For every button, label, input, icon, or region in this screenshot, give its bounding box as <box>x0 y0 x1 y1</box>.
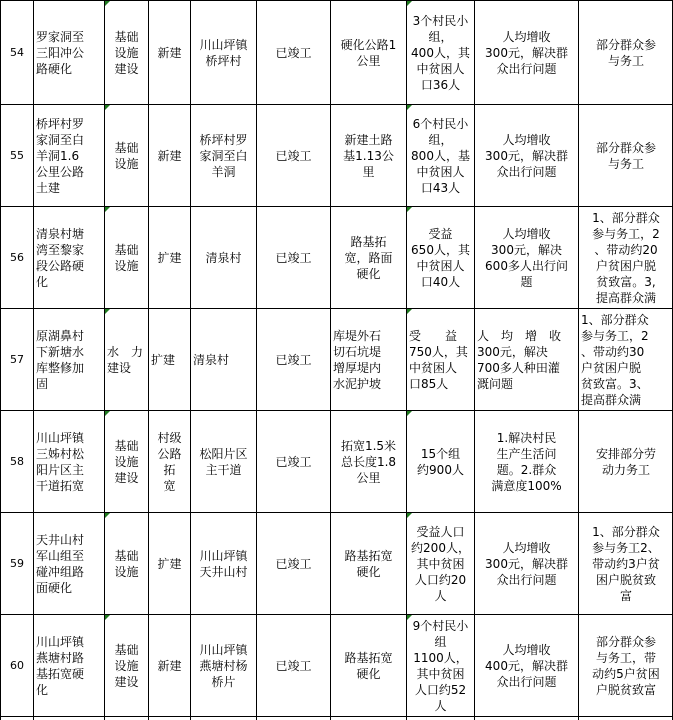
cell-comment-marker <box>105 105 110 110</box>
cell-comment-marker <box>407 309 412 314</box>
cell-project-name: 清泉村塘 湾至黎家 段公路硬 化 <box>36 226 85 289</box>
cell-beneficiary-count: 3个村民小 组， 400人，其 中贫困人 口36人 <box>411 13 470 92</box>
cell-project-category: 基础 设施 建设 <box>114 438 139 485</box>
cell-construction-content: 拓宽1.5米 总长度1.8 公里 <box>340 438 397 485</box>
cell-construction-type: 村级 公路 拓 宽 <box>157 430 182 493</box>
cell-project-status: 已竣工 <box>275 352 312 367</box>
cell-project-category: 基础 设施 建设 <box>114 29 139 76</box>
cell-benefit-description: 人均增收 300元，解决 600多人出行问 题 <box>485 226 568 289</box>
cell-comment-marker <box>105 207 110 212</box>
cell-construction-content: 新建土路 基1.13公 里 <box>343 132 394 179</box>
cell-project-status: 已竣工 <box>275 454 312 469</box>
cell-project-location: 松阳片区 主干道 <box>199 446 248 477</box>
cell-comment-marker <box>407 1 412 6</box>
cell-construction-type: 扩建 <box>151 352 176 367</box>
cell-project-location: 川山坪镇 天井山村 <box>199 548 248 579</box>
cell-construction-content: 路基拓宽 硬化 <box>344 548 393 579</box>
cell-beneficiary-count: 15个组 约900人 <box>417 446 464 477</box>
cell-beneficiary-count: 受益人口 约200人， 其中贫困 人口约20 人 <box>411 524 470 603</box>
cell-benefit-mechanism: 部分群众参 与务工 <box>595 37 656 68</box>
cell-benefit-mechanism: 部分群众参 与务工 <box>595 140 656 171</box>
cell-project-category: 基础 设施 建设 <box>114 642 139 689</box>
cell-comment-marker <box>407 105 412 110</box>
cell-project-location: 川山坪镇 燕塘村杨 桥片 <box>199 642 248 689</box>
cell-construction-type: 扩建 <box>157 556 182 571</box>
cell-comment-marker <box>407 615 412 620</box>
cell-comment-marker <box>105 615 110 620</box>
cell-project-name: 桥坪村罗 家洞至白 羊洞1.6 公里公路 土建 <box>36 116 85 195</box>
cell-construction-type: 扩建 <box>157 250 182 265</box>
cell-beneficiary-count: 6个村民小 组， 800人，基 中贫困人 口43人 <box>411 116 470 195</box>
cell-row-number: 54 <box>10 45 24 59</box>
cell-project-status: 已竣工 <box>275 658 312 673</box>
cell-benefit-mechanism: 1、部分群众 参与务工，2 、带动约30 户贫困户脱 贫致富。3、 提高群众满 <box>581 312 649 407</box>
cell-project-location: 桥坪村罗 家洞至白 羊洞 <box>199 132 248 179</box>
cell-benefit-description: 人均增收 300元，解决群 众出行问题 <box>485 540 568 587</box>
cell-project-name: 罗家洞至 三阳冲公 路硬化 <box>36 29 85 76</box>
cell-beneficiary-count: 受 益 750人，其 中贫困人 口85人 <box>409 328 468 391</box>
cell-benefit-mechanism: 1、部分群众 参与务工2、 带动约3户贫 困户脱贫致 富 <box>592 524 660 603</box>
cell-project-category: 基础 设施 <box>114 140 139 171</box>
cell-row-number: 60 <box>10 658 24 672</box>
cell-comment-marker <box>407 513 412 518</box>
cell-construction-content: 硬化公路1 公里 <box>340 37 397 68</box>
cell-comment-marker <box>407 207 412 212</box>
cell-project-name: 川山坪镇 三姊村松 阳片区主 干道拓宽 <box>36 430 85 493</box>
cell-project-category: 基础 设施 <box>114 548 139 579</box>
cell-project-status: 已竣工 <box>275 556 312 571</box>
cell-construction-content: 路基拓宽 硬化 <box>344 650 393 681</box>
cell-row-number: 59 <box>10 556 24 570</box>
cell-row-number: 55 <box>10 148 24 162</box>
cell-project-category: 基础 设施 <box>114 242 139 273</box>
cell-construction-type: 新建 <box>157 148 182 163</box>
cell-project-status: 已竣工 <box>275 250 312 265</box>
cell-row-number: 58 <box>10 454 24 468</box>
cell-project-status: 已竣工 <box>275 148 312 163</box>
cell-project-name: 原湖鼻村 下新塘水 库整修加 固 <box>36 328 85 391</box>
cell-construction-type: 新建 <box>157 45 182 60</box>
cell-comment-marker <box>105 309 110 314</box>
cell-project-location: 川山坪镇 桥坪村 <box>199 37 248 68</box>
cell-comment-marker <box>105 513 110 518</box>
cell-beneficiary-count: 9个村民小 组 1100人， 其中贫困 人口约52 人 <box>412 618 469 713</box>
cell-benefit-description: 人均增收 400元，解决群 众出行问题 <box>485 642 568 689</box>
cell-project-category: 水 力 建设 <box>107 344 144 375</box>
cell-project-status: 已竣工 <box>275 45 312 60</box>
cell-beneficiary-count: 受益 650人，其 中贫困人 口40人 <box>411 226 470 289</box>
cell-row-number: 57 <box>10 352 24 366</box>
cell-benefit-description: 人均增收 300元，解决群 众出行问题 <box>485 132 568 179</box>
cell-benefit-mechanism: 1、部分群众 参与务工，2 、带动约20 户贫困户脱 贫致富。3, 提高群众满 <box>592 210 660 305</box>
cell-comment-marker <box>105 411 110 416</box>
cell-benefit-mechanism: 部分群众参 与务工，带 动约5户贫困 户脱贫致富 <box>592 634 660 697</box>
cell-project-location: 清泉村 <box>205 250 242 265</box>
cell-comment-marker <box>407 411 412 416</box>
cell-benefit-description: 1.解决村民 生产生活问 题。2.群众 满意度100% <box>491 430 562 493</box>
cell-construction-content: 路基拓 宽，路面 硬化 <box>344 234 393 281</box>
grid-hline <box>0 716 673 717</box>
cell-project-name: 川山坪镇 燕塘村路 基拓宽硬 化 <box>36 634 85 697</box>
cell-construction-type: 新建 <box>157 658 182 673</box>
cell-project-location: 清泉村 <box>193 352 230 367</box>
cell-benefit-mechanism: 安排部分劳 动力务工 <box>595 446 656 477</box>
cell-comment-marker <box>105 1 110 6</box>
cell-project-name: 天井山村 军山组至 碰冲组路 面硬化 <box>36 532 85 595</box>
cell-benefit-description: 人 均 增 收 300元，解决 700多人种田灌 溉问题 <box>477 328 562 391</box>
cell-row-number: 56 <box>10 250 24 264</box>
cell-construction-content: 库堤外石 切石坑堤 增厚堤内 水泥护坡 <box>333 328 382 391</box>
cell-benefit-description: 人均增收 300元，解决群 众出行问题 <box>485 29 568 76</box>
